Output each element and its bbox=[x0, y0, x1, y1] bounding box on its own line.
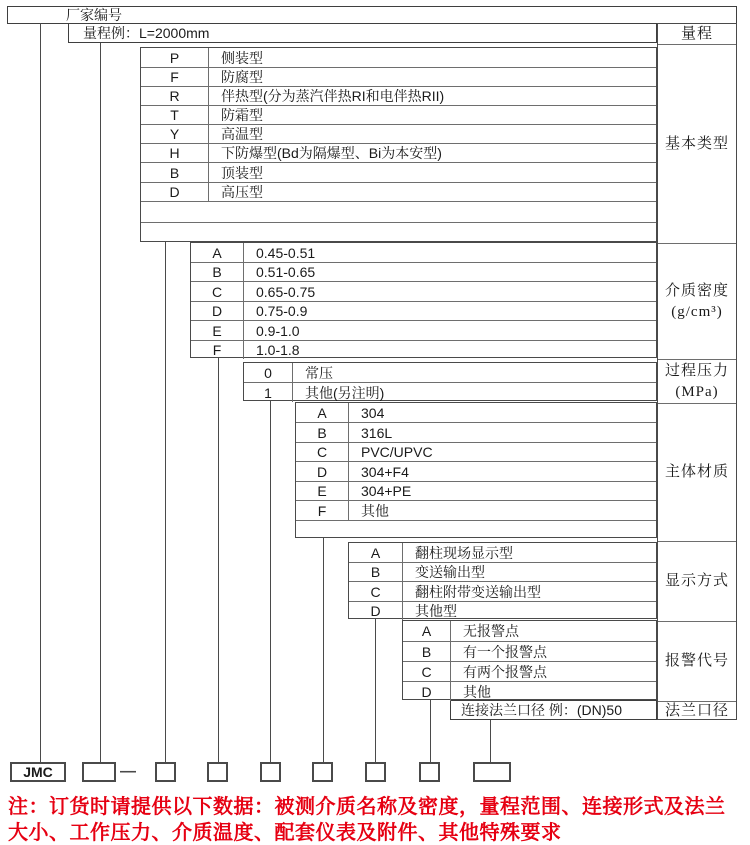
code-cell: C bbox=[296, 443, 349, 461]
desc-cell: 其他型 bbox=[415, 603, 457, 619]
desc-cell: 304+PE bbox=[361, 483, 412, 499]
desc-cell: 下防爆型(Bd为隔爆型、Bi为本安型) bbox=[221, 145, 442, 161]
basic-type-row-empty-8 bbox=[141, 201, 656, 222]
desc-cell: 0.51-0.65 bbox=[256, 264, 316, 280]
side-label-display-mode bbox=[658, 541, 736, 621]
code-cell: C bbox=[349, 582, 403, 601]
connector-line-2 bbox=[100, 43, 101, 762]
desc-cell: 翻柱附带变送输出型 bbox=[415, 583, 541, 600]
code-cell: 1 bbox=[244, 383, 293, 402]
body-material-row-D bbox=[296, 461, 656, 481]
side-label-process-pressure bbox=[658, 359, 736, 403]
alarm-code-row-B bbox=[403, 641, 656, 661]
basic-type-row-Y bbox=[141, 124, 656, 143]
side-label-text: 报警代号 bbox=[664, 653, 729, 670]
section-alarm-code bbox=[402, 620, 657, 700]
connector-line-9 bbox=[490, 720, 491, 762]
desc-cell: 常压 bbox=[305, 364, 333, 381]
side-label-range bbox=[658, 24, 736, 44]
model-code-box-9 bbox=[473, 762, 511, 782]
desc-cell: 防霜型 bbox=[221, 107, 263, 123]
code-cell: B bbox=[191, 263, 244, 281]
desc-cell: 翻柱现场显示型 bbox=[415, 544, 513, 561]
body-material-row-A bbox=[296, 403, 656, 422]
code-cell: E bbox=[191, 321, 244, 340]
desc-cell: 其他 bbox=[463, 683, 491, 700]
factory-code-row bbox=[7, 6, 737, 24]
desc-cell: 侧装型 bbox=[221, 49, 263, 66]
side-label-column bbox=[657, 23, 737, 720]
range-example-row bbox=[68, 23, 657, 43]
side-label-text: 过程压力 bbox=[664, 363, 729, 380]
model-code-box-6 bbox=[312, 762, 333, 782]
basic-type-row-R bbox=[141, 86, 656, 105]
connector-line-5 bbox=[270, 401, 271, 762]
desc-cell: 变送输出型 bbox=[415, 564, 485, 580]
basic-type-row-H bbox=[141, 143, 656, 162]
desc-cell: 1.0-1.8 bbox=[256, 342, 300, 358]
desc-cell: 有一个报警点 bbox=[463, 643, 547, 660]
connector-line-6 bbox=[323, 538, 324, 762]
connector-line-8 bbox=[430, 700, 431, 762]
side-label-text: 显示方式 bbox=[664, 573, 729, 590]
desc-cell: 防腐型 bbox=[221, 69, 263, 85]
code-cell: F bbox=[141, 68, 209, 86]
desc-cell: 316L bbox=[361, 424, 393, 441]
side-label-text: 主体材质 bbox=[664, 464, 729, 481]
model-code-box-3 bbox=[155, 762, 176, 782]
desc-cell: 高温型 bbox=[221, 126, 263, 142]
model-code-box-7 bbox=[365, 762, 386, 782]
code-cell: T bbox=[141, 106, 209, 124]
code-cell: H bbox=[141, 144, 209, 162]
side-label-basic-type bbox=[658, 44, 736, 243]
basic-type-row-D bbox=[141, 182, 656, 201]
body-material-row-C bbox=[296, 442, 656, 461]
code-cell: D bbox=[403, 682, 451, 701]
range-example-label: 量程例：L=2000mm bbox=[83, 25, 210, 41]
desc-cell: 0.65-0.75 bbox=[256, 283, 316, 300]
desc-cell: 高压型 bbox=[221, 184, 263, 200]
code-cell: B bbox=[403, 642, 451, 661]
code-cell: A bbox=[191, 243, 244, 262]
code-cell: C bbox=[191, 282, 244, 301]
section-medium-density bbox=[190, 242, 657, 358]
code-cell: B bbox=[349, 563, 403, 581]
body-material-row-empty-6 bbox=[296, 520, 656, 539]
medium-density-row-D bbox=[191, 301, 656, 320]
display-mode-row-B bbox=[349, 562, 656, 581]
alarm-code-row-D bbox=[403, 681, 656, 701]
order-note-line-1: 注：订货时请提供以下数据：被测介质名称及密度，量程范围、连接形式及法兰 bbox=[8, 796, 726, 818]
alarm-code-row-A bbox=[403, 621, 656, 641]
body-material-row-E bbox=[296, 481, 656, 500]
code-cell: B bbox=[141, 163, 209, 182]
connector-line-7 bbox=[375, 619, 376, 762]
code-cell: Y bbox=[141, 125, 209, 143]
desc-cell: 0.9-1.0 bbox=[256, 322, 300, 339]
code-cell: P bbox=[141, 48, 209, 67]
desc-cell: 有两个报警点 bbox=[463, 663, 547, 680]
display-mode-row-C bbox=[349, 581, 656, 601]
code-cell: B bbox=[296, 423, 349, 442]
basic-type-row-F bbox=[141, 67, 656, 86]
order-note-line-2: 大小、工作压力、介质温度、配套仪表及附件、其他特殊要求 bbox=[8, 822, 562, 844]
code-cell: A bbox=[296, 403, 349, 422]
desc-cell: 304 bbox=[361, 404, 385, 421]
order-note bbox=[8, 794, 745, 845]
desc-cell: 无报警点 bbox=[463, 623, 519, 639]
code-cell: A bbox=[403, 621, 451, 641]
desc-cell: PVC/UPVC bbox=[361, 444, 433, 460]
basic-type-row-P bbox=[141, 48, 656, 67]
section-body-material bbox=[295, 402, 657, 538]
side-label-body-material bbox=[658, 403, 736, 541]
side-label-text: 基本类型 bbox=[664, 135, 729, 152]
body-material-row-B bbox=[296, 422, 656, 442]
display-mode-row-A bbox=[349, 543, 656, 562]
basic-type-row-T bbox=[141, 105, 656, 124]
section-basic-type bbox=[140, 47, 657, 242]
side-label-text: 量程 bbox=[680, 25, 713, 42]
basic-type-row-B bbox=[141, 162, 656, 182]
display-mode-row-D bbox=[349, 601, 656, 620]
code-cell: D bbox=[296, 462, 349, 481]
side-label-text: 法兰口径 bbox=[664, 703, 729, 720]
desc-cell: 0.75-0.9 bbox=[256, 303, 308, 319]
desc-cell: 304+F4 bbox=[361, 463, 409, 480]
process-pressure-row-0 bbox=[244, 363, 656, 382]
model-code-box-2 bbox=[82, 762, 116, 782]
code-cell: R bbox=[141, 87, 209, 105]
code-cell: C bbox=[403, 662, 451, 681]
section-process-pressure bbox=[243, 362, 657, 401]
connector-line-3 bbox=[165, 242, 166, 762]
desc-cell: 伴热型(分为蒸汽伴热RI和电伴热RII) bbox=[221, 88, 445, 104]
code-cell: A bbox=[349, 543, 403, 562]
side-label-sub: (g/cm³) bbox=[671, 303, 723, 320]
alarm-code-row-C bbox=[403, 661, 656, 681]
flange-size-label: 连接法兰口径 例：(DN)50 bbox=[461, 702, 623, 718]
factory-code-label: 厂家编号 bbox=[66, 7, 122, 23]
desc-cell: 其他(另注明) bbox=[305, 384, 385, 401]
code-cell: E bbox=[296, 482, 349, 500]
desc-cell: 顶装型 bbox=[221, 164, 263, 181]
connector-line-4 bbox=[218, 358, 219, 762]
model-code-box-5 bbox=[260, 762, 281, 782]
model-code-separator: — bbox=[120, 763, 136, 780]
medium-density-row-F bbox=[191, 340, 656, 359]
connector-line-1 bbox=[40, 23, 41, 762]
side-label-sub: (MPa) bbox=[675, 383, 719, 400]
medium-density-row-A bbox=[191, 243, 656, 262]
medium-density-row-E bbox=[191, 320, 656, 340]
code-cell: D bbox=[141, 183, 209, 201]
body-material-row-F bbox=[296, 500, 656, 520]
code-cell: D bbox=[191, 302, 244, 320]
side-label-medium-density bbox=[658, 243, 736, 359]
flange-size-row bbox=[450, 700, 657, 720]
medium-density-row-B bbox=[191, 262, 656, 281]
section-display-mode bbox=[348, 542, 657, 619]
side-label-flange-size bbox=[658, 701, 736, 721]
code-cell: D bbox=[349, 602, 403, 620]
desc-cell: 0.45-0.51 bbox=[256, 244, 316, 261]
code-cell: F bbox=[296, 501, 349, 520]
code-cell: F bbox=[191, 341, 244, 359]
side-label-text: 介质密度 bbox=[664, 283, 729, 300]
medium-density-row-C bbox=[191, 281, 656, 301]
model-code-box-8 bbox=[419, 762, 440, 782]
model-prefix-box: JMC bbox=[10, 762, 66, 782]
process-pressure-row-1 bbox=[244, 382, 656, 402]
side-label-alarm-code bbox=[658, 621, 736, 701]
model-code-box-4 bbox=[207, 762, 228, 782]
desc-cell: 其他 bbox=[361, 502, 389, 519]
code-cell: 0 bbox=[244, 363, 293, 382]
basic-type-row-empty-9 bbox=[141, 222, 656, 243]
